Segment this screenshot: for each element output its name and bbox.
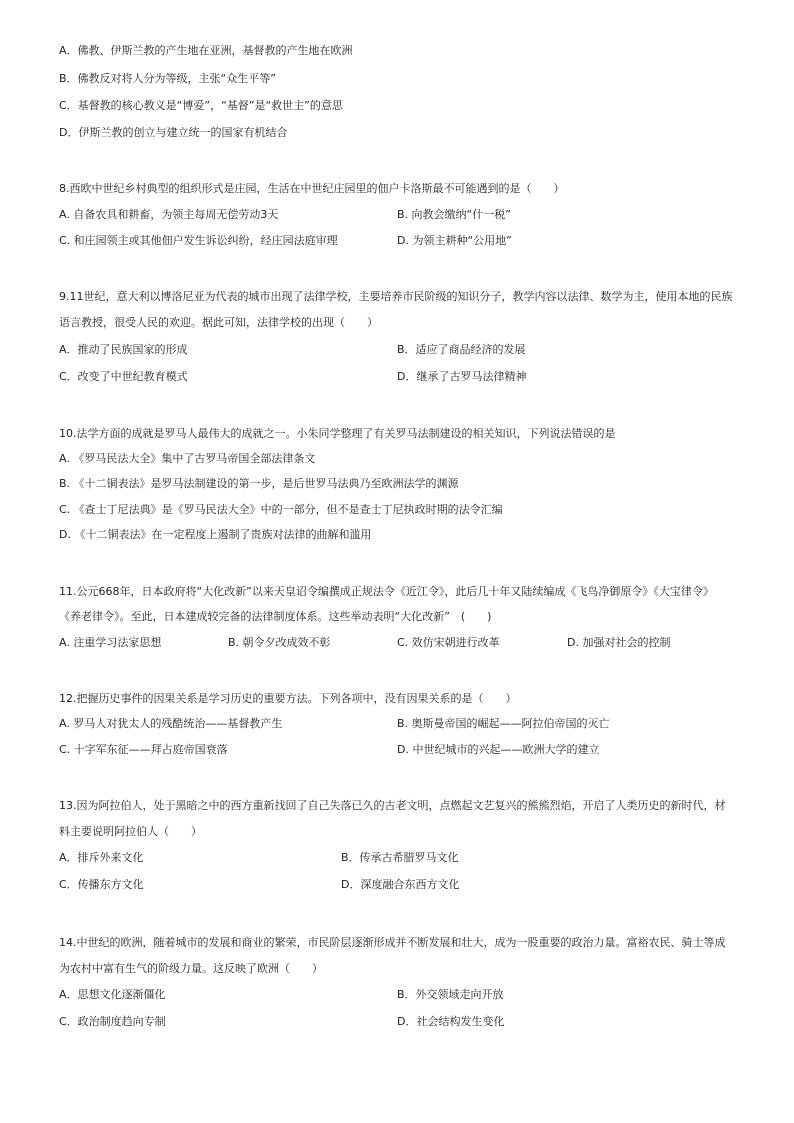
- q9-stem-line1: 9.11世纪，意大利以博洛尼亚为代表的城市出现了法律学校，主要培养市民阶级的知识分子，教学内容以法律、数学为主，使用本地的民族: [59, 290, 733, 303]
- q11-option-c: C. 效仿宋朝进行改革: [397, 636, 500, 649]
- q14-option-c: C．政治制度趋向专制: [59, 1015, 166, 1028]
- q11-option-a: A. 注重学习法家思想: [59, 636, 162, 649]
- q7-option-c: C．基督教的核心教义是“博爱”，“基督”是“救世主”的意思: [59, 99, 343, 112]
- q11-stem-line1: 11.公元668年，日本政府将“大化改新”以来天皇诏令编撰成正规法令《近江令》，此后几十年又陆续编成《飞鸟净御原令》《大宝律令》: [59, 585, 714, 598]
- q13-option-c: C．传播东方文化: [59, 878, 144, 891]
- q11-stem-line2: 《养老律令》。至此，日本建成较完备的法律制度体系。这些举动表明“大化改新” ( ): [59, 610, 492, 623]
- q14-stem-line1: 14.中世纪的欧洲，随着城市的发展和商业的繁荣，市民阶层逐渐形成并不断发展和壮大，成为一股重要的政治力量。富裕农民、骑士等成: [59, 936, 726, 949]
- q13-option-a: A．排斥外来文化: [59, 851, 144, 864]
- q13-stem-line1: 13.因为阿拉伯人，处于黑暗之中的西方重新找回了自己失落已久的古老文明，点燃起文艺复兴的熊熊烈焰，开启了人类历史的新时代，材: [59, 799, 726, 812]
- q10-stem: 10.法学方面的成就是罗马人最伟大的成就之一。小朱同学整理了有关罗马法制建设的相关知识，下列说法错误的是: [59, 427, 616, 440]
- q9-option-c: C．改变了中世纪教育模式: [59, 370, 188, 383]
- q13-stem-line2: 料主要说明阿拉伯人（ ）: [59, 825, 202, 838]
- q10-option-a: A. 《罗马民法大全》集中了古罗马帝国全部法律条文: [59, 452, 316, 465]
- q14-stem-line2: 为农村中富有生气的阶级力量。这反映了欧洲（ ）: [59, 962, 323, 975]
- q13-option-b: B．传承古希腊罗马文化: [341, 851, 459, 864]
- q8-option-b: B. 向教会缴纳“什一税”: [397, 208, 511, 221]
- q14-option-a: A．思想文化逐渐僵化: [59, 988, 166, 1001]
- q8-option-c: C. 和庄园领主或其他佃户发生诉讼纠纷，经庄园法庭审理: [59, 234, 338, 247]
- q12-option-a: A. 罗马人对犹太人的残酷统治——基督教产生: [59, 717, 283, 730]
- q11-option-b: B. 朝令夕改成效不彰: [228, 636, 331, 649]
- q12-stem: 12.把握历史事件的因果关系是学习历史的重要方法。下列各项中，没有因果关系的是（ ）: [59, 692, 517, 705]
- q14-option-d: D．社会结构发生变化: [397, 1015, 505, 1028]
- q12-option-b: B. 奥斯曼帝国的崛起——阿拉伯帝国的灭亡: [397, 717, 610, 730]
- q7-option-a: A．佛教、伊斯兰教的产生地在亚洲，基督教的产生地在欧洲: [59, 44, 353, 57]
- q14-option-b: B．外交领域走向开放: [397, 988, 504, 1001]
- q9-option-b: B．适应了商品经济的发展: [397, 343, 526, 356]
- q9-stem-line2: 语言教授，很受人民的欢迎。据此可知，法律学校的出现（ ）: [59, 316, 378, 329]
- q11-option-d: D. 加强对社会的控制: [567, 636, 671, 649]
- q8-option-d: D. 为领主耕种“公用地”: [397, 234, 512, 247]
- q7-option-d: D．伊斯兰教的创立与建立统一的国家有机结合: [59, 126, 288, 139]
- q10-option-b: B. 《十二铜表法》是罗马法制建设的第一步，是后世罗马法典乃至欧洲法学的渊源: [59, 477, 459, 490]
- q13-option-d: D．深度融合东西方文化: [341, 878, 460, 891]
- q10-option-c: C. 《查士丁尼法典》是《罗马民法大全》中的一部分，但不是查士丁尼执政时期的法令汇编: [59, 503, 503, 516]
- q8-stem: 8.西欧中世纪乡村典型的组织形式是庄园，生活在中世纪庄园里的佃户卡洛斯最不可能遇到的是（ ）: [59, 182, 565, 195]
- q8-option-a: A. 自备农具和耕畜，为领主每周无偿劳动3天: [59, 208, 279, 221]
- q9-option-a: A．推动了民族国家的形成: [59, 343, 188, 356]
- q7-option-b: B．佛教反对将人分为等级，主张“众生平等”: [59, 72, 276, 85]
- q12-option-d: D. 中世纪城市的兴起——欧洲大学的建立: [397, 743, 600, 756]
- q12-option-c: C. 十字军东征——拜占庭帝国衰落: [59, 743, 228, 756]
- q9-option-d: D．继承了古罗马法律精神: [397, 370, 527, 383]
- q10-option-d: D. 《十二铜表法》在一定程度上遏制了贵族对法律的曲解和滥用: [59, 528, 372, 541]
